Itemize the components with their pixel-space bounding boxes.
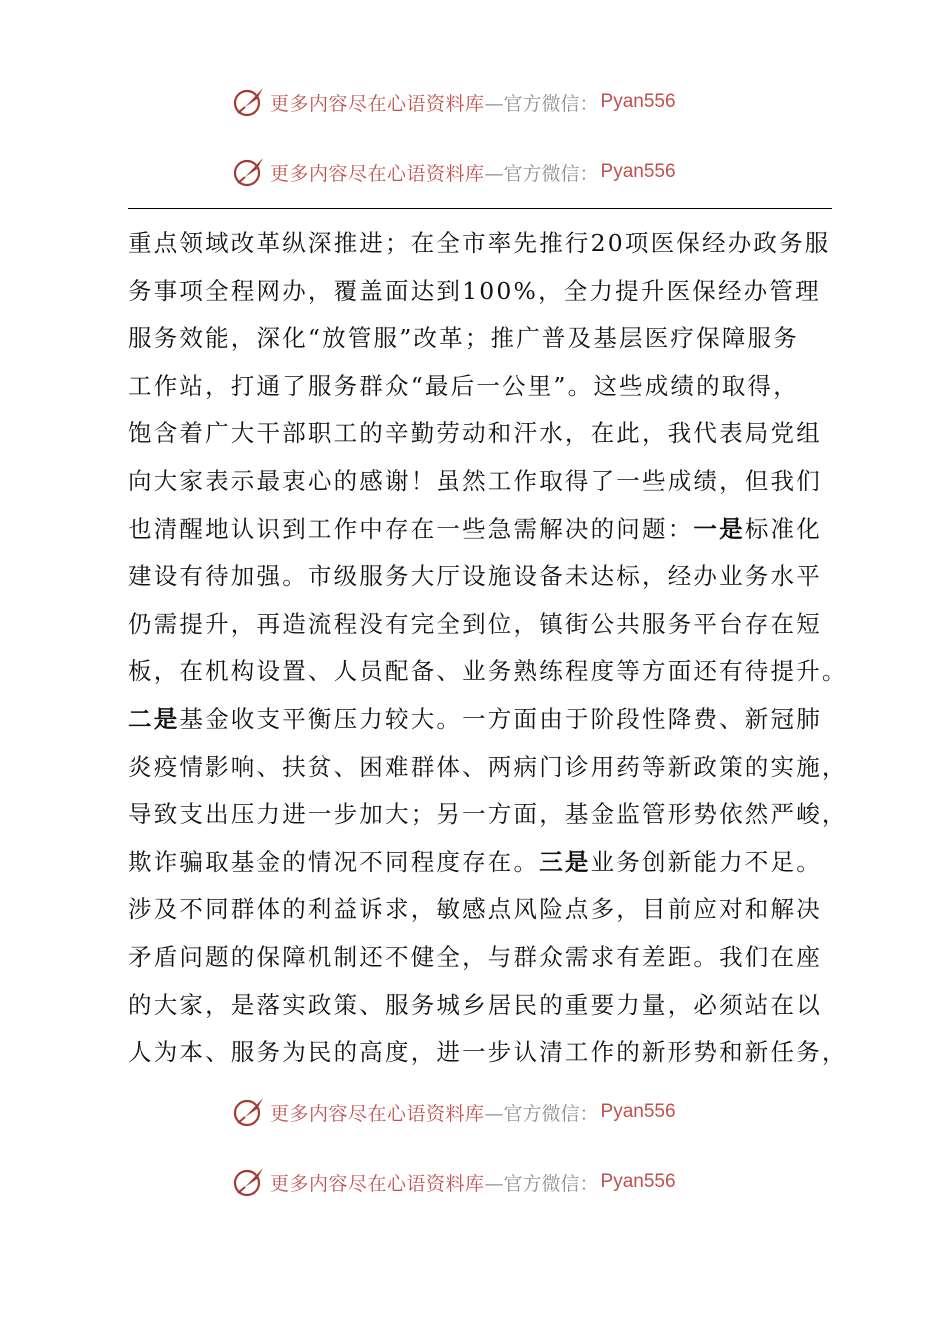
- point-two-label: 二是: [128, 704, 180, 733]
- text-line: 务事项全程网办，覆盖面达到100%，全力提升医保经办管理: [128, 276, 821, 305]
- watermark-wechat-id: Pyan556: [600, 161, 676, 182]
- text-line: 工作站，打通了服务群众“最后一公里”。这些成绩的取得，: [128, 371, 799, 400]
- quill-logo-icon: [232, 1095, 266, 1129]
- header-rule: [128, 208, 832, 209]
- text-line: 饱含着广大干部职工的辛勤劳动和汗水，在此，我代表局党组: [128, 419, 822, 448]
- quill-logo-icon: [232, 1165, 266, 1199]
- text-line: 涉及不同群体的利益诉求，敏感点风险点多，目前应对和解决: [128, 895, 822, 924]
- text-line: 板，在机构设置、人员配备、业务熟练程度等方面还有待提升。: [128, 657, 848, 686]
- text-line: 仍需提升，再造流程没有完全到位，镇街公共服务平台存在短: [128, 609, 822, 638]
- watermark-brand: 更多内容尽在心语资料库: [270, 1172, 485, 1195]
- text-segment: 欺诈骗取基金的情况不同程度存在。: [128, 847, 540, 876]
- watermark-separator: —官方微信：: [484, 1172, 599, 1195]
- text-segment: 也清醒地认识到工作中存在一些急需解决的问题：: [128, 514, 694, 543]
- quill-logo-icon: [232, 85, 266, 119]
- watermark-line-3: [232, 1096, 676, 1128]
- text-line: [128, 839, 844, 887]
- point-one-label: 一是: [693, 514, 745, 543]
- text-line: 重点领域改革纵深推进；在全市率先推行20项医保经办政务服: [128, 229, 831, 257]
- watermark-line-1: [232, 86, 676, 118]
- watermark-wechat-id: Pyan556: [600, 91, 676, 112]
- watermark-separator: —官方微信：: [484, 162, 599, 185]
- text-line: 导致支出压力进一步加大；另一方面，基金监管形势依然严峻，: [128, 800, 848, 829]
- watermark-wechat-id: Pyan556: [600, 1171, 676, 1192]
- text-line: 向大家表示最衷心的感谢！虽然工作取得了一些成绩，但我们: [128, 466, 822, 495]
- watermark-separator: —官方微信：: [484, 92, 599, 115]
- text-line: 人为本、服务为民的高度，进一步认清工作的新形势和新任务，: [128, 1038, 848, 1067]
- text-segment: 基金收支平衡压力较大。一方面由于阶段性降费、新冠肺: [179, 704, 822, 733]
- watermark-brand: 更多内容尽在心语资料库: [270, 92, 485, 115]
- watermark-separator: —官方微信：: [484, 1102, 599, 1125]
- text-line: 矛盾问题的保障机制还不健全，与群众需求有差距。我们在座: [128, 942, 822, 971]
- point-three-label: 三是: [539, 847, 591, 876]
- watermark-wechat-id: Pyan556: [600, 1101, 676, 1122]
- text-line: 炎疫情影响、扶贫、困难群体、两病门诊用药等新政策的实施，: [128, 752, 848, 781]
- text-line: 服务效能，深化“放管服”改革；推广普及基层医疗保障服务: [128, 324, 799, 353]
- text-segment: 业务创新能力不足。: [590, 847, 822, 876]
- text-line: [128, 696, 844, 744]
- text-line: 建设有待加强。市级服务大厅设施设备未达标，经办业务水平: [128, 562, 822, 591]
- text-line: [128, 506, 844, 554]
- text-line: 的大家，是落实政策、服务城乡居民的重要力量，必须站在以: [128, 990, 822, 1019]
- watermark-brand: 更多内容尽在心语资料库: [270, 1102, 485, 1125]
- quill-logo-icon: [232, 155, 266, 189]
- watermark-line-2: [232, 156, 676, 188]
- body-paragraph: [128, 220, 848, 1077]
- watermark-brand: 更多内容尽在心语资料库: [270, 162, 485, 185]
- watermark-line-4: [232, 1166, 676, 1198]
- text-segment: 标准化: [744, 514, 822, 543]
